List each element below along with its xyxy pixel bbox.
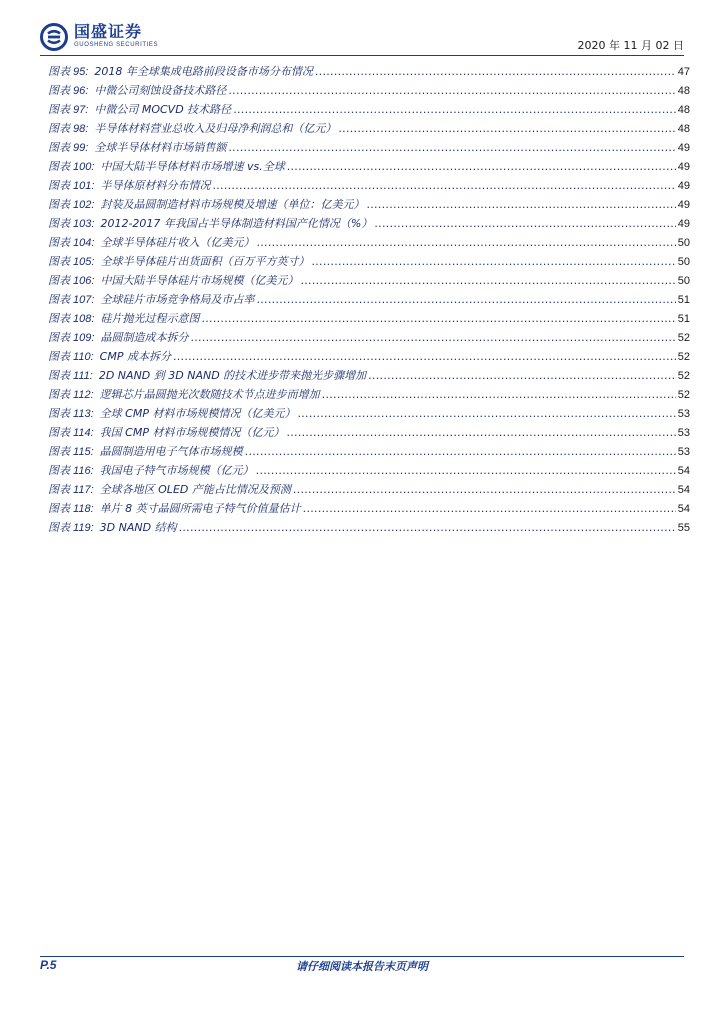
toc-leader-dots xyxy=(212,176,675,195)
toc-entry-label: 图表 114: xyxy=(48,427,94,440)
toc-entry-title: 2012-2017 年我国占半导体制造材料国产化情况（%） xyxy=(100,217,373,231)
toc-entry-label: 图表 103: xyxy=(48,218,95,231)
toc-entry-page: 49 xyxy=(677,142,690,155)
toc-leader-dots xyxy=(228,138,675,157)
toc-leader-dots xyxy=(322,385,676,404)
toc-entry[interactable] xyxy=(48,404,690,423)
toc-leader-dots xyxy=(338,119,675,138)
page-header xyxy=(40,20,684,54)
toc-entry[interactable] xyxy=(48,328,690,347)
toc-entry-title: 全球半导体硅片收入（亿美元） xyxy=(100,236,255,250)
toc-entry-page: 54 xyxy=(677,484,690,497)
footer-disclaimer-note: 请仔细阅读本报告末页声明 xyxy=(296,960,428,973)
toc-entry-title: 半导体原材料分布情况 xyxy=(100,179,211,193)
toc-entry-page: 53 xyxy=(677,408,690,421)
toc-entry-label: 图表 101: xyxy=(48,180,95,193)
toc-entry-label: 图表 98: xyxy=(48,123,89,136)
toc-entry[interactable] xyxy=(48,461,690,480)
toc-entry-label: 图表 112: xyxy=(48,389,94,402)
toc-entry-page: 49 xyxy=(677,218,690,231)
toc-entry[interactable] xyxy=(48,100,690,119)
toc-entry-page: 50 xyxy=(677,256,690,269)
toc-entry-label: 图表 110: xyxy=(48,351,94,364)
logo-chinese-name: 国盛证券 xyxy=(74,22,143,41)
toc-entry-page: 49 xyxy=(677,199,690,212)
toc-entry[interactable] xyxy=(48,347,690,366)
figure-index-list xyxy=(48,62,690,537)
toc-leader-dots xyxy=(256,233,675,252)
toc-entry-label: 图表 100: xyxy=(48,161,95,174)
toc-entry-title: 中微公司 MOCVD 技术路径 xyxy=(94,103,232,117)
toc-entry[interactable] xyxy=(48,138,690,157)
toc-entry-label: 图表 113: xyxy=(48,408,94,421)
toc-entry-title: 3D NAND 结构 xyxy=(99,521,177,535)
toc-entry-page: 51 xyxy=(677,313,690,326)
toc-entry-label: 图表 118: xyxy=(48,503,94,516)
toc-entry[interactable] xyxy=(48,385,690,404)
toc-leader-dots xyxy=(190,328,675,347)
toc-entry-label: 图表 111: xyxy=(48,370,93,383)
toc-entry-title: 逻辑芯片晶圆抛光次数随技术节点进步而增加 xyxy=(99,388,320,402)
toc-entry-title: 2D NAND 到 3D NAND 的技术进步带来抛光步骤增加 xyxy=(98,369,367,383)
logo-english-name: GUOSHENG SECURITIES xyxy=(74,42,159,48)
toc-leader-dots xyxy=(368,366,676,385)
toc-entry[interactable] xyxy=(48,442,690,461)
toc-entry-label: 图表 96: xyxy=(48,85,89,98)
toc-entry-title: 全球半导体材料市场销售额 xyxy=(94,141,227,155)
toc-entry-page: 48 xyxy=(677,104,690,117)
toc-entry-page: 52 xyxy=(677,332,690,345)
toc-leader-dots xyxy=(287,157,676,176)
toc-leader-dots xyxy=(233,100,676,119)
toc-leader-dots xyxy=(374,214,675,233)
toc-entry-title: 晶圆制造成本拆分 xyxy=(100,331,189,345)
toc-entry-title: 全球各地区 OLED 产能占比情况及预测 xyxy=(99,483,291,497)
toc-leader-dots xyxy=(293,480,676,499)
header-divider xyxy=(40,55,684,56)
toc-entry[interactable] xyxy=(48,423,690,442)
toc-leader-dots xyxy=(201,309,675,328)
footer-page-number: P.5 xyxy=(40,958,57,972)
toc-entry-page: 54 xyxy=(677,503,690,516)
toc-entry-page: 49 xyxy=(677,161,690,174)
toc-entry-title: 我国电子特气市场规模（亿元） xyxy=(99,464,254,478)
toc-leader-dots xyxy=(179,518,676,537)
toc-leader-dots xyxy=(303,499,676,518)
toc-entry-page: 50 xyxy=(677,275,690,288)
toc-entry-page: 55 xyxy=(677,522,690,535)
toc-entry-label: 图表 119: xyxy=(48,522,94,535)
toc-entry-page: 52 xyxy=(677,389,690,402)
toc-leader-dots xyxy=(297,404,675,423)
toc-entry-page: 51 xyxy=(677,294,690,307)
toc-entry[interactable] xyxy=(48,271,690,290)
toc-entry-label: 图表 106: xyxy=(48,275,95,288)
toc-entry-label: 图表 99: xyxy=(48,142,89,155)
toc-entry[interactable] xyxy=(48,233,690,252)
toc-entry[interactable] xyxy=(48,252,690,271)
toc-entry[interactable] xyxy=(48,157,690,176)
toc-entry[interactable] xyxy=(48,499,690,518)
toc-entry-page: 53 xyxy=(677,427,690,440)
toc-entry-label: 图表 104: xyxy=(48,237,95,250)
toc-entry-label: 图表 97: xyxy=(48,104,89,117)
toc-entry-page: 54 xyxy=(677,465,690,478)
toc-entry-title: 中国大陆半导体材料市场增速 vs.全球 xyxy=(100,160,285,174)
toc-entry-page: 50 xyxy=(677,237,690,250)
toc-entry-page: 52 xyxy=(677,370,690,383)
toc-entry-page: 47 xyxy=(677,66,690,78)
toc-leader-dots xyxy=(245,442,676,461)
toc-entry-label: 图表 105: xyxy=(48,256,95,269)
toc-leader-dots xyxy=(228,81,675,100)
footer-divider xyxy=(40,956,684,957)
toc-leader-dots xyxy=(315,62,676,81)
toc-entry[interactable] xyxy=(48,214,690,233)
guosheng-logo-icon xyxy=(40,23,68,51)
toc-entry-title: 全球半导体硅片出货面积（百万平方英寸） xyxy=(100,255,310,269)
toc-leader-dots xyxy=(311,252,675,271)
toc-entry-label: 图表 117: xyxy=(48,484,94,497)
toc-entry[interactable] xyxy=(48,195,690,214)
toc-entry-page: 48 xyxy=(677,123,690,136)
toc-leader-dots xyxy=(256,290,675,309)
toc-entry[interactable] xyxy=(48,290,690,309)
toc-entry[interactable] xyxy=(48,119,690,138)
toc-leader-dots xyxy=(173,347,676,366)
toc-entry[interactable] xyxy=(48,309,690,328)
toc-entry-page: 49 xyxy=(677,180,690,193)
toc-entry-title: 半导体材料营业总收入及归母净利润总和（亿元） xyxy=(94,122,337,136)
toc-entry[interactable] xyxy=(48,81,690,100)
toc-entry[interactable] xyxy=(48,366,690,385)
toc-entry-title: CMP 成本拆分 xyxy=(99,350,171,364)
toc-entry-page: 52 xyxy=(677,351,690,364)
toc-entry-page: 53 xyxy=(677,446,690,459)
toc-entry-title: 中国大陆半导体硅片市场规模（亿美元） xyxy=(100,274,299,288)
toc-entry-page: 48 xyxy=(677,85,690,98)
toc-leader-dots xyxy=(256,461,676,480)
toc-leader-dots xyxy=(300,271,675,290)
toc-entry-title: 封装及晶圆制造材料市场规模及增速（单位：亿美元） xyxy=(100,198,365,212)
toc-entry[interactable] xyxy=(48,62,690,81)
toc-entry-title: 单片 8 英寸晶圆所需电子特气价值量估计 xyxy=(99,502,301,516)
toc-entry-label: 图表 116: xyxy=(48,465,94,478)
company-logo xyxy=(40,22,158,52)
toc-entry-label: 图表 108: xyxy=(48,313,95,326)
toc-entry-label: 图表 95: xyxy=(48,66,89,78)
toc-entry-title: 我国 CMP 材料市场规模情况（亿元） xyxy=(99,426,285,440)
toc-entry-label: 图表 107: xyxy=(48,294,95,307)
report-date: 2020 年 11 月 02 日 xyxy=(577,39,684,52)
toc-entry-title: 2018 年全球集成电路前段设备市场分布情况 xyxy=(94,65,313,78)
toc-entry-label: 图表 109: xyxy=(48,332,95,345)
toc-leader-dots xyxy=(366,195,675,214)
toc-entry[interactable] xyxy=(48,518,690,537)
toc-leader-dots xyxy=(286,423,675,442)
toc-entry-title: 中微公司刻蚀设备技术路径 xyxy=(94,84,227,98)
toc-entry-title: 全球硅片市场竞争格局及市占率 xyxy=(100,293,255,307)
toc-entry-title: 晶圆制造用电子气体市场规模 xyxy=(99,445,243,459)
toc-entry-label: 图表 115: xyxy=(48,446,94,459)
toc-entry-title: 全球 CMP 材料市场规模情况（亿美元） xyxy=(99,407,296,421)
toc-entry[interactable] xyxy=(48,176,690,195)
toc-entry-label: 图表 102: xyxy=(48,199,95,212)
toc-entry[interactable] xyxy=(48,480,690,499)
toc-entry-title: 硅片抛光过程示意图 xyxy=(100,312,200,326)
